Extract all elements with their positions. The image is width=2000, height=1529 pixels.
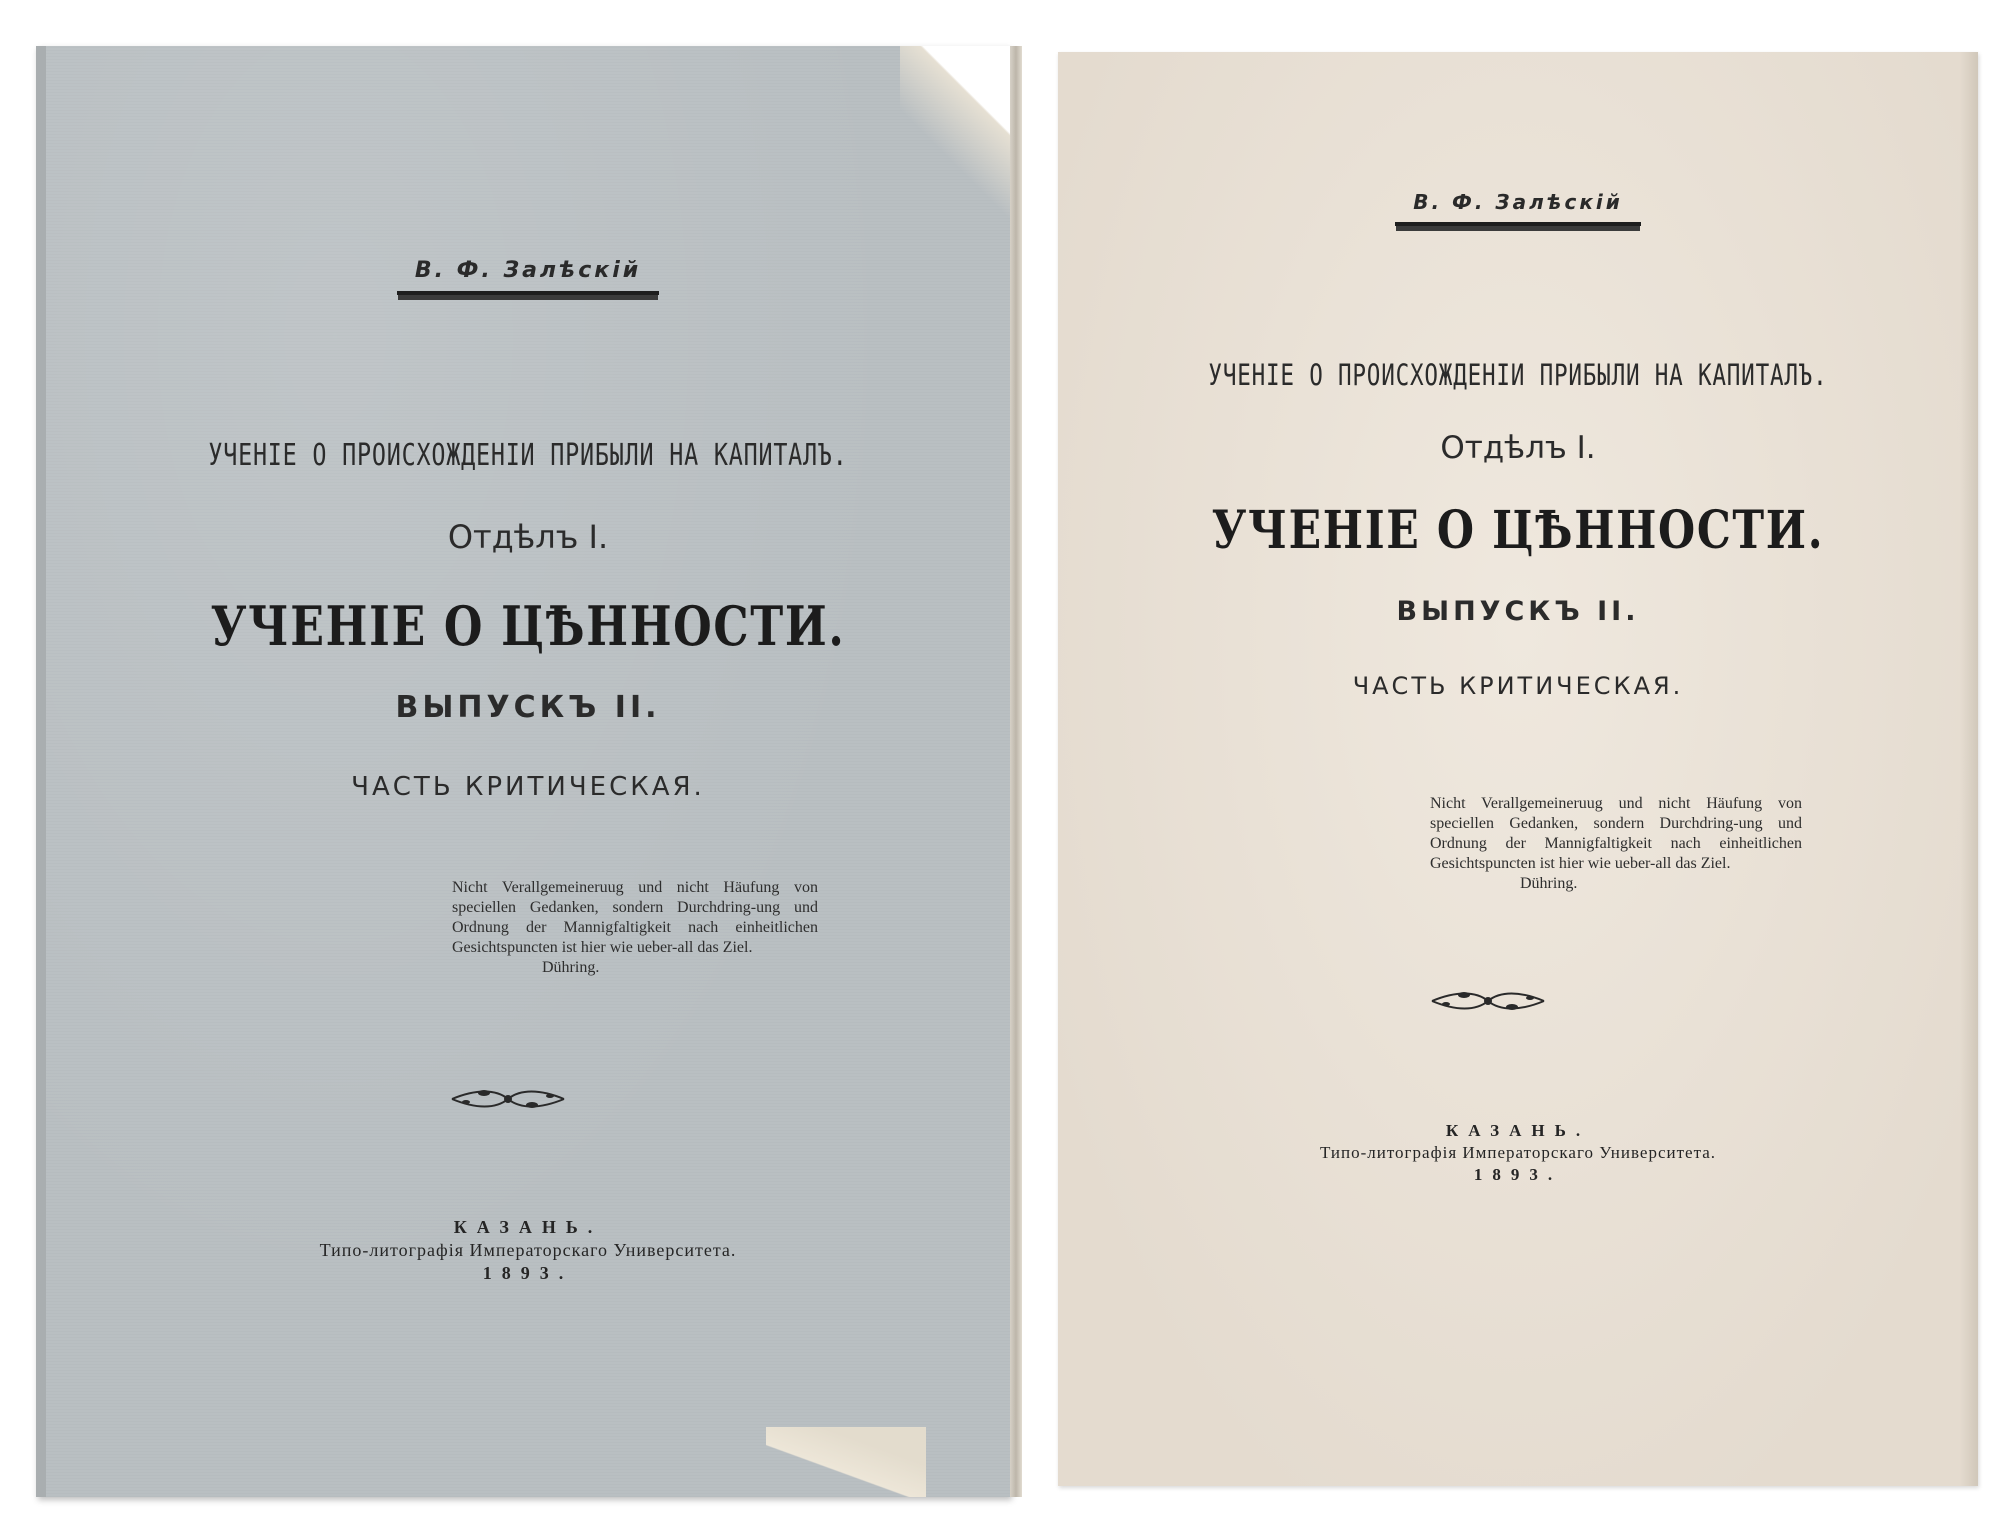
torn-corner [900,46,1010,226]
author-name: В. Ф. Залѣскій [1395,190,1641,226]
page-edges [1010,46,1022,1497]
imprint-year: 1893. [482,1263,574,1283]
main-title: УЧЕНІЕ О ЦѢННОСТИ. [1211,500,1825,561]
imprint-city: КАЗАНЬ. [453,1217,603,1237]
book-cover [36,46,1010,1497]
imprint-year: 1893. [1473,1165,1563,1184]
epigraph-text: Nicht Verallgemeineruug und nicht Häufung von speciellen Gedanken, sondern Durchdring-ung und Ordnung der Mannigfaltigkeit nach einheitlichen Gesichtspuncten ist hier wie ueber-all das Ziel. [1430,795,1802,872]
issue-number: ВЫПУСКЪ II. [395,690,661,725]
epigraph-author: Dühring. [1520,875,1578,892]
part-subtitle: ЧАСТЬ КРИТИЧЕСКАЯ. [1352,672,1684,700]
part-subtitle: ЧАСТЬ КРИТИЧЕСКАЯ. [351,772,705,802]
epigraph [1430,794,1802,894]
imprint [46,1216,1010,1285]
imprint-press: Типо-литографія Императорскаго Университета. [319,1240,737,1260]
section-title: Отдѣлъ I. [447,518,609,556]
epigraph-text: Nicht Verallgemeineruug und nicht Häufung von speciellen Gedanken, sondern Durchdring-ung und Ordnung der Mannigfaltigkeit nach einheitlichen Gesichtspuncten ist hier wie ueber-all das Ziel. [452,879,818,956]
epigraph-author: Dühring. [542,959,600,976]
author-name: В. Ф. Залѣскій [397,258,659,295]
issue-number: ВЫПУСКЪ II. [1396,596,1640,627]
floral-ornament [446,1084,570,1114]
torn-bottom-edge [766,1427,926,1497]
title-page [1058,52,1978,1486]
section-title: Отдѣлъ I. [1440,430,1596,466]
floral-ornament [1426,986,1550,1016]
treatise-title: УЧЕНІЕ О ПРОИСХОЖДЕНІИ ПРИБЫЛИ НА КАПИТАЛЪ. [1208,358,1828,392]
epigraph [452,878,818,978]
main-title: УЧЕНІЕ О ЦѢННОСТИ. [210,594,846,658]
imprint [1058,1120,1978,1186]
treatise-title: УЧЕНІЕ О ПРОИСХОЖДЕНІИ ПРИБЫЛИ НА КАПИТАЛЪ. [208,438,848,473]
imprint-city: КАЗАНЬ. [1445,1121,1591,1140]
imprint-press: Типо-литографія Императорскаго Университета. [1319,1143,1717,1162]
page-edge-shadow [1960,52,1978,1486]
